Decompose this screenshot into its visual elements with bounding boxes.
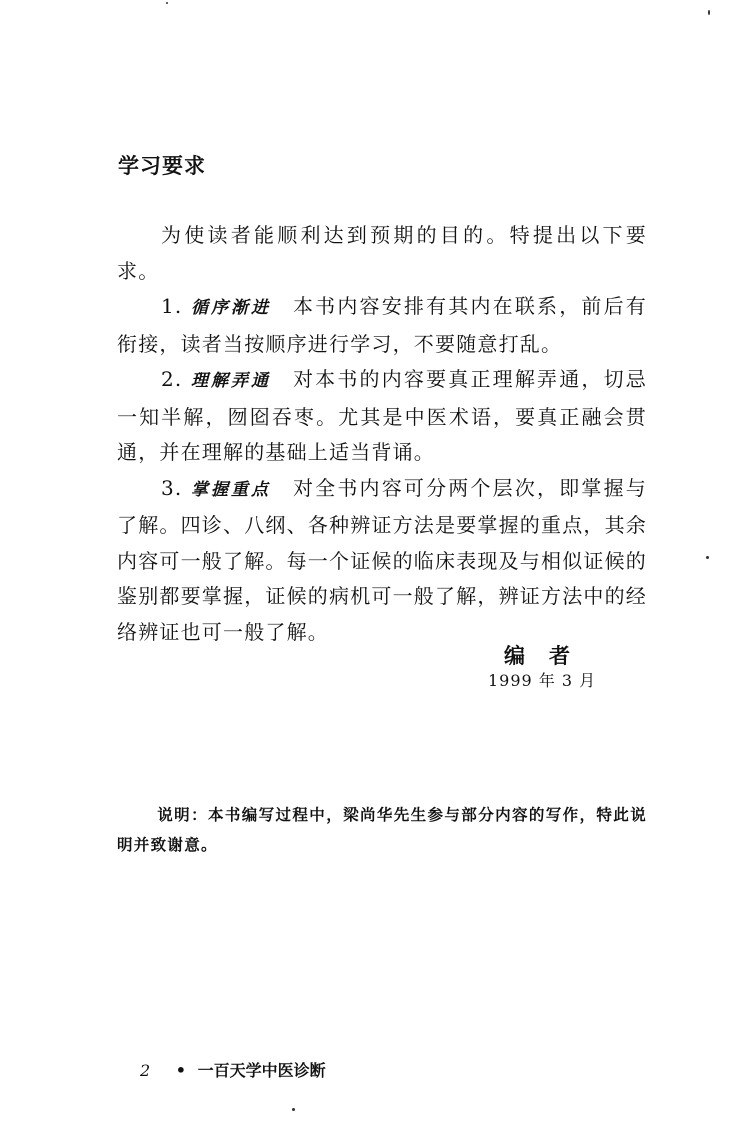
requirement-number: 3. xyxy=(161,475,183,500)
acknowledgement-note: 说明：本书编写过程中，梁尚华先生参与部分内容的写作，特此说明并致谢意。 xyxy=(117,806,647,854)
scan-speck xyxy=(706,556,709,559)
requirement-text: 对本书的内容要真正理解弄通，切忌一知半解，囫囵吞枣。尤其是中医术语，要真正融会贯通，并在理解的基础上适当背诵。 xyxy=(117,367,647,464)
page-number: 2 xyxy=(140,1061,151,1080)
scan-speck xyxy=(166,2,168,4)
requirement-number: 1. xyxy=(161,294,183,318)
scan-speck xyxy=(292,1108,295,1111)
requirement-term: 理解弄通 xyxy=(191,371,271,391)
editor-signature: 编者 xyxy=(504,644,594,668)
requirement-item-1 xyxy=(117,289,647,362)
requirement-term: 循序渐进 xyxy=(191,298,271,318)
page-heading: 学习要求 xyxy=(118,154,206,178)
page-footer xyxy=(140,1058,326,1081)
book-title: 一百天学中医诊断 xyxy=(197,1061,326,1080)
requirement-term: 掌握重点 xyxy=(191,479,271,500)
scan-speck xyxy=(708,10,710,15)
requirement-text: 本书内容安排有其内在联系，前后有衔接，读者当按顺序进行学习，不要随意打乱。 xyxy=(117,294,647,356)
requirement-item-3 xyxy=(117,471,647,651)
requirement-text: 对全书内容可分两个层次，即掌握与了解。四诊、八纲、各种辨证方法是要掌握的重点，其余内容可一般了解。每一个证候的临床表现及与相似证候的鉴别都要掌握，证候的病机可一般了解，辨证方法中的经络辨证也可一般了解。 xyxy=(117,475,647,644)
signature-date: 1999 年 3 月 xyxy=(488,671,597,690)
requirements-body xyxy=(117,218,647,650)
bullet-icon: • xyxy=(175,1061,186,1080)
requirement-item-2 xyxy=(117,362,647,471)
requirement-number: 2. xyxy=(161,367,183,391)
intro-paragraph: 为使读者能顺利达到预期的目的。特提出以下要求。 xyxy=(117,223,647,283)
